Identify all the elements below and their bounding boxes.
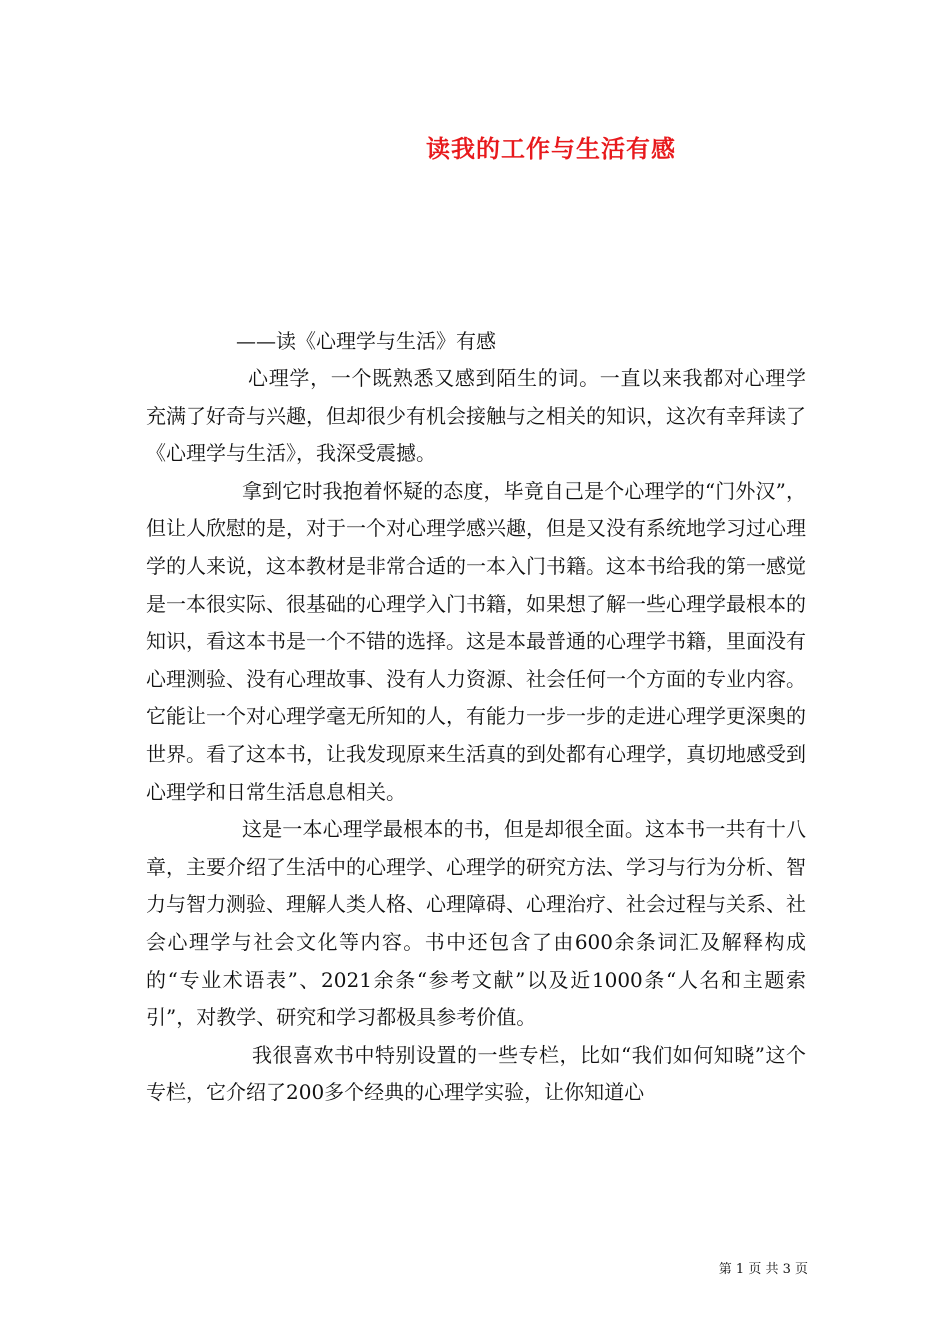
document-title: 读我的工作与生活有感	[426, 134, 676, 163]
document-subtitle: ——读《心理学与生活》有感	[236, 329, 496, 353]
paragraph-3: 这是一本心理学最根本的书，但是却很全面。这本书一共有十八章，主要介绍了生活中的心理学、心理学的研究方法、学习与行为分析、智力与智力测验、理解人类人格、心理障碍、心理治疗、社会过程与关系、社会心理学与社会文化等内容。书中还包含了由600余条词汇及解释构成的“专业术语表”、2021余条“参考文献”以及近1000条“人名和主题索引”，对教学、研究和学习都极具参考价值。	[146, 817, 806, 1030]
page-number-footer: 第 1 页 共 3 页	[718, 1262, 808, 1277]
document-body	[146, 360, 806, 1112]
paragraph-1: 心理学，一个既熟悉又感到陌生的词。一直以来我都对心理学充满了好奇与兴趣，但却很少有机会接触与之相关的知识，这次有幸拜读了《心理学与生活》，我深受震撼。	[146, 366, 806, 466]
paragraph-4: 我很喜欢书中特别设置的一些专栏，比如“我们如何知晓”这个专栏，它介绍了200多个经典的心理学实验，让你知道心	[146, 1042, 806, 1105]
paragraph-2: 拿到它时我抱着怀疑的态度，毕竟自己是个心理学的“门外汉”，但让人欣慰的是，对于一个对心理学感兴趣，但是又没有系统地学习过心理学的人来说，这本教材是非常合适的一本入门书籍。这本书给我的第一感觉是一本很实际、很基础的心理学入门书籍，如果想了解一些心理学最根本的知识，看这本书是一个不错的选择。这是本最普通的心理学书籍，里面没有心理测验、没有心理故事、没有人力资源、社会任何一个方面的专业内容。它能让一个对心理学毫无所知的人，有能力一步一步的走进心理学更深奥的世界。看了这本书，让我发现原来生活真的到处都有心理学，真切地感受到心理学和日常生活息息相关。	[146, 478, 806, 804]
